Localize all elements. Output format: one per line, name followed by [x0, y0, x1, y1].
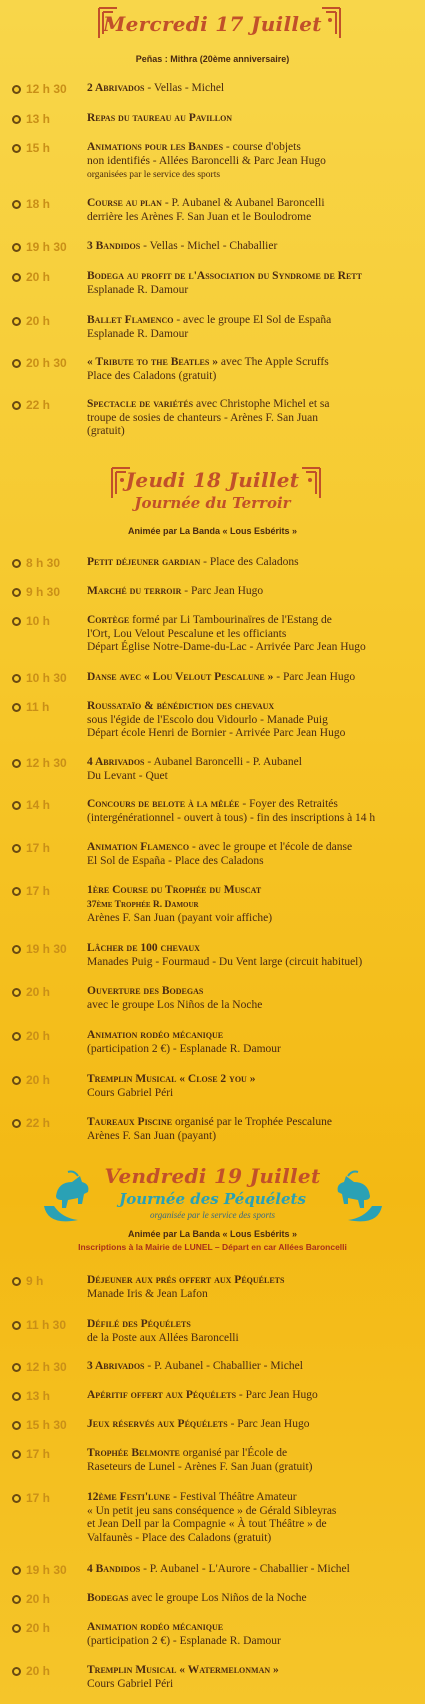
event-detail: - P. Aubanel & Aubanel Baroncelli	[161, 197, 325, 209]
event-line: Cours Gabriel Péri	[87, 1086, 174, 1099]
bullet-icon	[12, 243, 21, 252]
event-desc	[87, 1029, 415, 1056]
event-row	[0, 141, 425, 185]
event-desc	[87, 270, 415, 297]
event-row	[0, 585, 425, 607]
event-line: sous l'égide de l'Escolo dou Vidourlo - Manade Puig	[87, 713, 328, 726]
event-title: Apéritif offert aux Péquélets	[87, 1389, 237, 1401]
event-time: 22 h	[26, 1116, 51, 1130]
event-time: 10 h	[26, 614, 51, 628]
event-row	[0, 884, 425, 930]
event-desc	[87, 1418, 415, 1432]
bullet-icon	[12, 1392, 21, 1401]
bullet-icon	[12, 1277, 21, 1286]
event-row	[0, 197, 425, 229]
bullet-icon	[12, 317, 21, 326]
event-row	[0, 1418, 425, 1440]
event-time: 15 h	[26, 141, 51, 155]
event-title: 2 Abrivados	[87, 82, 145, 94]
bullet-icon	[12, 1321, 21, 1330]
event-row	[0, 798, 425, 830]
bullet-icon	[12, 1076, 21, 1085]
event-detail: - Vellas - Michel - Chaballier	[140, 240, 278, 252]
day2-title: Jeudi 18 Juillet	[125, 468, 300, 492]
event-desc	[87, 841, 415, 868]
event-title: Roussataïo & bénédiction des chevaux	[87, 700, 275, 712]
event-desc	[87, 1073, 415, 1100]
event-time: 13 h	[26, 112, 51, 126]
event-row	[0, 1491, 425, 1551]
event-time: 19 h 30	[26, 240, 67, 254]
day2-subtitle: Journée du Terroir	[134, 494, 291, 512]
day2-note: Animée par La Banda « Lous Esbérits »	[127, 526, 298, 536]
event-desc	[87, 884, 415, 926]
event-row	[0, 1116, 425, 1148]
event-line: Raseteurs de Lunel - Arènes F. San Juan (gratuit)	[87, 1460, 313, 1473]
event-detail: - Vellas - Michel	[144, 82, 225, 94]
event-row	[0, 671, 425, 693]
event-line: Départ Église Notre-Dame-du-Lac - Arrivée Parc Jean Hugo	[87, 641, 366, 653]
event-desc	[87, 356, 415, 383]
event-line: El Sol de España - Place des Caladons	[87, 854, 264, 867]
event-title: Ouverture des Bodegas	[87, 985, 204, 997]
bullet-icon	[12, 200, 21, 209]
event-detail: - P. Aubanel - Chaballier - Michel	[144, 1360, 303, 1372]
event-title: Animation rodéo mécanique	[87, 1621, 224, 1633]
event-line: (participation 2 €) - Esplanade R. Damour	[87, 1042, 281, 1055]
bullet-icon	[12, 85, 21, 94]
event-row	[0, 1318, 425, 1350]
event-time: 20 h	[26, 985, 51, 999]
event-time: 20 h	[26, 1664, 51, 1678]
event-row	[0, 614, 425, 660]
event-desc	[87, 1274, 415, 1301]
event-desc	[87, 314, 415, 341]
event-line: Du Levant - Quet	[87, 769, 168, 782]
event-time: 9 h	[26, 1274, 44, 1288]
event-time: 20 h	[26, 1073, 51, 1087]
event-time: 18 h	[26, 197, 51, 211]
event-title: Animations pour les Bandes	[87, 141, 224, 153]
bullet-icon	[12, 887, 21, 896]
bullet-icon	[12, 1667, 21, 1676]
event-time: 12 h 30	[26, 756, 67, 770]
bullet-icon	[12, 844, 21, 853]
event-line: Valfaunès - Place des Caladons (gratuit)	[87, 1531, 272, 1544]
bullet-icon	[12, 945, 21, 954]
event-line: Manades Puig - Fourmaud - Du Vent large (circuit habituel)	[87, 955, 363, 968]
event-time: 12 h 30	[26, 1360, 67, 1374]
bullet-icon	[12, 401, 21, 410]
bullet-icon	[12, 273, 21, 282]
event-time: 20 h	[26, 1621, 51, 1635]
event-detail: - Parc Jean Hugo	[181, 585, 264, 597]
event-desc	[87, 197, 415, 224]
event-line: Esplanade R. Damour	[87, 283, 189, 296]
event-title: 4 Bandidos	[87, 1563, 141, 1575]
event-title: Ballet Flamenco	[87, 314, 174, 326]
event-row	[0, 985, 425, 1017]
event-time: 20 h	[26, 1592, 51, 1606]
event-line: Cours Gabriel Péri	[87, 1677, 174, 1690]
event-title: Marché du terroir	[87, 585, 182, 597]
event-row	[0, 1274, 425, 1306]
event-title: Bodegas	[87, 1592, 129, 1604]
day3-organised-note: organisée par le service des sports	[150, 1210, 275, 1220]
event-row	[0, 1563, 425, 1585]
bullet-icon	[12, 115, 21, 124]
event-row	[0, 700, 425, 746]
bullet-icon	[12, 1032, 21, 1041]
day1-note: Peñas : Mithra (20ème anniversaire)	[135, 54, 290, 64]
event-detail: - course d'objets	[223, 141, 301, 153]
bullet-icon	[12, 559, 21, 568]
event-desc	[87, 1592, 415, 1606]
bullet-icon	[12, 1363, 21, 1372]
event-time: 20 h 30	[26, 356, 67, 370]
event-detail: - Parc Jean Hugo	[236, 1389, 318, 1401]
event-title: Bodega au profit de l'Association du Syndrome de Rett	[87, 270, 362, 282]
event-line: non identifiés - Allées Baroncelli & Parc Jean Hugo	[87, 154, 326, 167]
event-line: de la Poste aux Allées Baroncelli	[87, 1331, 239, 1344]
event-detail: - P. Aubanel - L'Aurore - Chaballier - Michel	[140, 1563, 350, 1575]
event-title: Animation Flamenco	[87, 841, 190, 853]
day3-title: Vendredi 19 Juillet	[104, 1164, 321, 1188]
bullet-icon	[12, 674, 21, 683]
event-row	[0, 1029, 425, 1061]
event-detail: organisé par le Trophée Pescalune	[172, 1116, 332, 1128]
event-title: Jeux réservés aux Péquélets	[87, 1418, 228, 1430]
event-time: 14 h	[26, 798, 51, 812]
event-time: 9 h 30	[26, 585, 61, 599]
event-row	[0, 270, 425, 302]
event-title: Concours de belote à la mêlée	[87, 798, 240, 810]
day3-header	[0, 1160, 425, 1260]
event-time: 11 h	[26, 700, 50, 714]
event-desc	[87, 398, 415, 439]
event-time: 12 h 30	[26, 82, 67, 96]
event-title: Lâcher de 100 chevaux	[87, 942, 200, 954]
event-desc	[87, 585, 415, 599]
event-detail: avec The Apple Scruffs	[217, 356, 329, 368]
event-row	[0, 1621, 425, 1653]
event-line: Arènes F. San Juan (payant voir affiche)	[87, 912, 273, 924]
event-title: Animation rodéo mécanique	[87, 1029, 224, 1041]
event-time: 19 h 30	[26, 1563, 67, 1577]
event-desc	[87, 798, 415, 825]
day2-header	[0, 462, 425, 542]
event-time: 17 h	[26, 841, 51, 855]
event-desc	[87, 1360, 415, 1374]
event-detail: - Parc Jean Hugo	[227, 1418, 310, 1430]
event-detail: - Parc Jean Hugo	[273, 671, 356, 683]
event-desc	[87, 112, 415, 126]
event-line: Manade Iris & Jean Lafon	[87, 1287, 208, 1300]
event-desc	[87, 756, 415, 783]
event-time: 19 h 30	[26, 942, 67, 956]
event-time: 22 h	[26, 398, 51, 412]
event-time: 20 h	[26, 314, 51, 328]
event-desc	[87, 1389, 415, 1403]
event-row	[0, 556, 425, 578]
event-row	[0, 112, 425, 134]
bullet-icon	[12, 1624, 21, 1633]
event-row	[0, 756, 425, 788]
event-line: derrière les Arènes F. San Juan et le Boulodrome	[87, 210, 312, 223]
event-time: 20 h	[26, 1029, 51, 1043]
event-desc	[87, 240, 415, 254]
event-time: 15 h 30	[26, 1418, 67, 1432]
day1-title: Mercredi 17 Juillet	[103, 12, 322, 36]
event-line: avec le groupe Los Niños de la Noche	[87, 998, 263, 1011]
event-desc	[87, 1664, 415, 1691]
event-detail: avec Christophe Michel et sa	[193, 398, 330, 410]
event-time: 17 h	[26, 1447, 51, 1461]
event-time: 11 h 30	[26, 1318, 67, 1332]
event-row	[0, 942, 425, 974]
bullet-icon	[12, 1119, 21, 1128]
event-desc	[87, 614, 415, 655]
event-title: Tremplin Musical « Watermelonman »	[87, 1664, 279, 1676]
event-row	[0, 1360, 425, 1382]
event-title: Tremplin Musical « Close 2 you »	[87, 1073, 256, 1085]
event-time: 17 h	[26, 884, 51, 898]
event-title: Course au plan	[87, 197, 162, 209]
event-line: (participation 2 €) - Esplanade R. Damour	[87, 1634, 281, 1647]
event-line: et Jean Dell par la Compagnie « À tout Théâtre » de	[87, 1518, 327, 1530]
event-title: 1ère Course du Trophée du Muscat	[87, 884, 262, 896]
bullet-icon	[12, 1450, 21, 1459]
event-row	[0, 356, 425, 388]
event-desc	[87, 1563, 415, 1577]
event-title: « Tribute to the Beatles »	[87, 356, 218, 368]
event-detail: - avec le groupe et l'école de danse	[189, 841, 353, 853]
event-detail: - Place des Caladons	[200, 556, 299, 568]
event-desc	[87, 700, 415, 741]
event-line: 37ème Trophée R. Damour	[87, 899, 199, 910]
event-detail: - Festival Théâtre Amateur	[170, 1491, 297, 1503]
event-title: Spectacle de variétés	[87, 398, 194, 410]
event-desc	[87, 1491, 415, 1545]
event-title: 4 Abrivados	[87, 756, 145, 768]
event-row	[0, 1592, 425, 1614]
event-desc	[87, 1447, 415, 1474]
event-line: Place des Caladons (gratuit)	[87, 369, 217, 382]
event-row	[0, 240, 425, 262]
event-detail: organisé par l'École de	[179, 1447, 288, 1459]
event-title: Trophée Belmonte	[87, 1447, 180, 1459]
event-line: Départ école Henri de Bornier - Arrivée Parc Jean Hugo	[87, 727, 346, 739]
event-line: (intergénérationnel - ouvert à tous) - fin des inscriptions à 14 h	[87, 811, 376, 824]
bullet-icon	[12, 703, 21, 712]
event-time: 17 h	[26, 1491, 51, 1505]
event-row	[0, 1447, 425, 1479]
event-title: Taureaux Piscine	[87, 1116, 173, 1128]
event-line: Esplanade R. Damour	[87, 327, 189, 340]
bullet-icon	[12, 588, 21, 597]
event-title: Déjeuner aux prés offert aux Péquélets	[87, 1274, 285, 1286]
bullet-icon	[12, 1421, 21, 1430]
event-desc	[87, 985, 415, 1012]
day3-subtitle: Journée des Péquélets	[119, 1190, 306, 1208]
event-small-note: organisées par le service des sports	[87, 170, 221, 180]
event-line: Arènes F. San Juan (payant)	[87, 1129, 217, 1142]
event-desc	[87, 556, 415, 570]
event-time: 20 h	[26, 270, 51, 284]
day3-inscriptions-note: Inscriptions à la Mairie de LUNEL – Départ en car Allées Baroncelli	[78, 1242, 347, 1252]
event-line: l'Ort, Lou Velout Pescalune et les officiants	[87, 627, 287, 640]
event-row	[0, 841, 425, 873]
event-title: Cortège	[87, 614, 130, 626]
event-line: (gratuit)	[87, 425, 125, 437]
day3-note: Animée par La Banda « Lous Esbérits »	[127, 1229, 298, 1239]
event-row	[0, 1664, 425, 1696]
event-line: « Un petit jeu sans conséquence » de Gérald Sibleyras	[87, 1504, 337, 1517]
event-row	[0, 314, 425, 346]
event-detail: - Aubanel Baroncelli - P. Aubanel	[144, 756, 302, 768]
event-desc	[87, 1318, 415, 1345]
event-desc	[87, 1116, 415, 1143]
event-detail: avec le groupe Los Niños de la Noche	[128, 1592, 307, 1604]
bullet-icon	[12, 144, 21, 153]
event-desc	[87, 1621, 415, 1648]
bullet-icon	[12, 801, 21, 810]
event-time: 8 h 30	[26, 556, 61, 570]
event-desc	[87, 942, 415, 969]
event-row	[0, 1389, 425, 1411]
event-title: Petit déjeuner gardian	[87, 556, 201, 568]
event-desc	[87, 82, 415, 96]
event-time: 13 h	[26, 1389, 51, 1403]
event-detail: formé par Li Tambourinaïres de l'Estang de	[129, 614, 332, 626]
event-desc	[87, 671, 415, 685]
event-title: 12ème Festi'lune	[87, 1491, 171, 1503]
bullet-icon	[12, 1494, 21, 1503]
bullet-icon	[12, 359, 21, 368]
event-line: troupe de sosies de chanteurs - Arènes F. San Juan	[87, 411, 318, 424]
event-desc	[87, 141, 415, 183]
event-title: Danse avec « Lou Velout Pescalune »	[87, 671, 274, 683]
bullet-icon	[12, 759, 21, 768]
event-row	[0, 398, 425, 444]
day1-header	[0, 0, 425, 75]
bullet-icon	[12, 1566, 21, 1575]
event-detail: - avec le groupe El Sol de España	[173, 314, 332, 326]
bullet-icon	[12, 1595, 21, 1604]
bullet-icon	[12, 617, 21, 626]
event-row	[0, 1073, 425, 1105]
event-row	[0, 82, 425, 104]
event-title: 3 Bandidos	[87, 240, 141, 252]
event-title: Repas du taureau au Pavillon	[87, 112, 233, 124]
event-time: 10 h 30	[26, 671, 67, 685]
bullet-icon	[12, 988, 21, 997]
event-detail: - Foyer des Retraités	[239, 798, 338, 810]
event-title: 3 Abrivados	[87, 1360, 145, 1372]
event-title: Défilé des Péquélets	[87, 1318, 191, 1330]
